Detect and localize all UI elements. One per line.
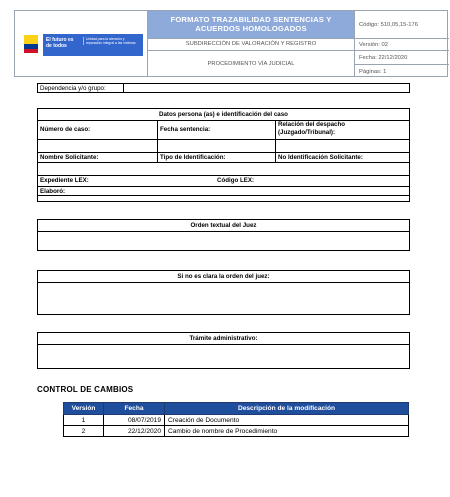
meta-cell: [354, 11, 449, 76]
si-no-clara-title: Si no es clara la orden del juez:: [177, 272, 270, 280]
codigo-label: Código: 510,05,15-176: [359, 21, 418, 28]
tramite-box: [37, 332, 410, 369]
logo-cell: [15, 11, 148, 76]
tramite-field[interactable]: [38, 345, 409, 368]
si-no-clara-field[interactable]: [38, 283, 409, 314]
logo-sub-text: Unidad para la atención y reparación integral a las víctimas: [83, 37, 141, 45]
control-cambios-title: CONTROL DE CAMBIOS: [37, 385, 134, 394]
datos-caso-table: [37, 108, 410, 202]
numero-caso-label: Número de caso:: [40, 126, 91, 133]
version-label: Versión: 02: [355, 38, 449, 50]
colombia-flag-icon: [24, 35, 38, 53]
table-row: [64, 426, 409, 437]
document-title: FORMATO TRAZABILIDAD SENTENCIAS Y ACUERDOS HOMOLOGADOS: [148, 11, 354, 38]
row-version: 1: [64, 415, 104, 426]
control-cambios-table: [63, 402, 409, 437]
elaboro-label: Elaboró:: [40, 187, 66, 195]
government-logo: [43, 34, 143, 56]
orden-textual-box: [37, 219, 410, 251]
row-descripcion: Creación de Documento: [165, 415, 409, 426]
datos-caso-title: Datos persona (as) e identificación del caso: [159, 110, 288, 118]
row-version: 2: [64, 426, 104, 437]
orden-textual-field[interactable]: [38, 232, 409, 250]
logo-main-text: El futuro es de todos: [46, 37, 74, 49]
col-version-header: Versión: [64, 403, 104, 415]
fecha-label: Fecha: 22/12/2020: [355, 50, 449, 64]
expediente-lex-label: Expediente LEX:: [40, 177, 89, 184]
tramite-title: Trámite administrativo:: [189, 334, 258, 342]
title-cell: [148, 11, 354, 76]
row-fecha: 22/12/2020: [104, 426, 165, 437]
col-descripcion-header: Descripción de la modificación: [165, 403, 409, 415]
si-no-clara-box: [37, 270, 410, 315]
orden-textual-title: Orden textual del Juez: [190, 221, 257, 229]
paginas-label: Páginas: 1: [355, 64, 449, 78]
procedimiento-label: PROCEDIMIENTO VÍA JUDICIAL: [148, 50, 354, 78]
dependencia-label: Dependencia y/o grupo:: [40, 84, 106, 92]
table-row: [64, 415, 409, 426]
col-fecha-header: Fecha: [104, 403, 165, 415]
fecha-sentencia-label: Fecha sentencia:: [160, 126, 211, 133]
subdireccion-label: SUBDIRECCIÓN DE VALORACIÓN Y REGISTRO: [148, 38, 354, 50]
row-descripcion: Cambio de nombre de Procedimiento: [165, 426, 409, 437]
codigo-lex-label: Código LEX:: [217, 177, 255, 184]
relacion-despacho-label: Relación del despacho (Juzgado/Tribunal):: [278, 121, 346, 136]
dependencia-field[interactable]: [123, 84, 409, 92]
tipo-identificacion-label: Tipo de Identificación:: [160, 153, 226, 161]
no-identificacion-label: No Identificación Solicitante:: [278, 153, 363, 161]
row-fecha: 08/07/2019: [104, 415, 165, 426]
document-header: [14, 10, 448, 77]
nombre-solicitante-label: Nombre Solicitante:: [40, 153, 99, 161]
